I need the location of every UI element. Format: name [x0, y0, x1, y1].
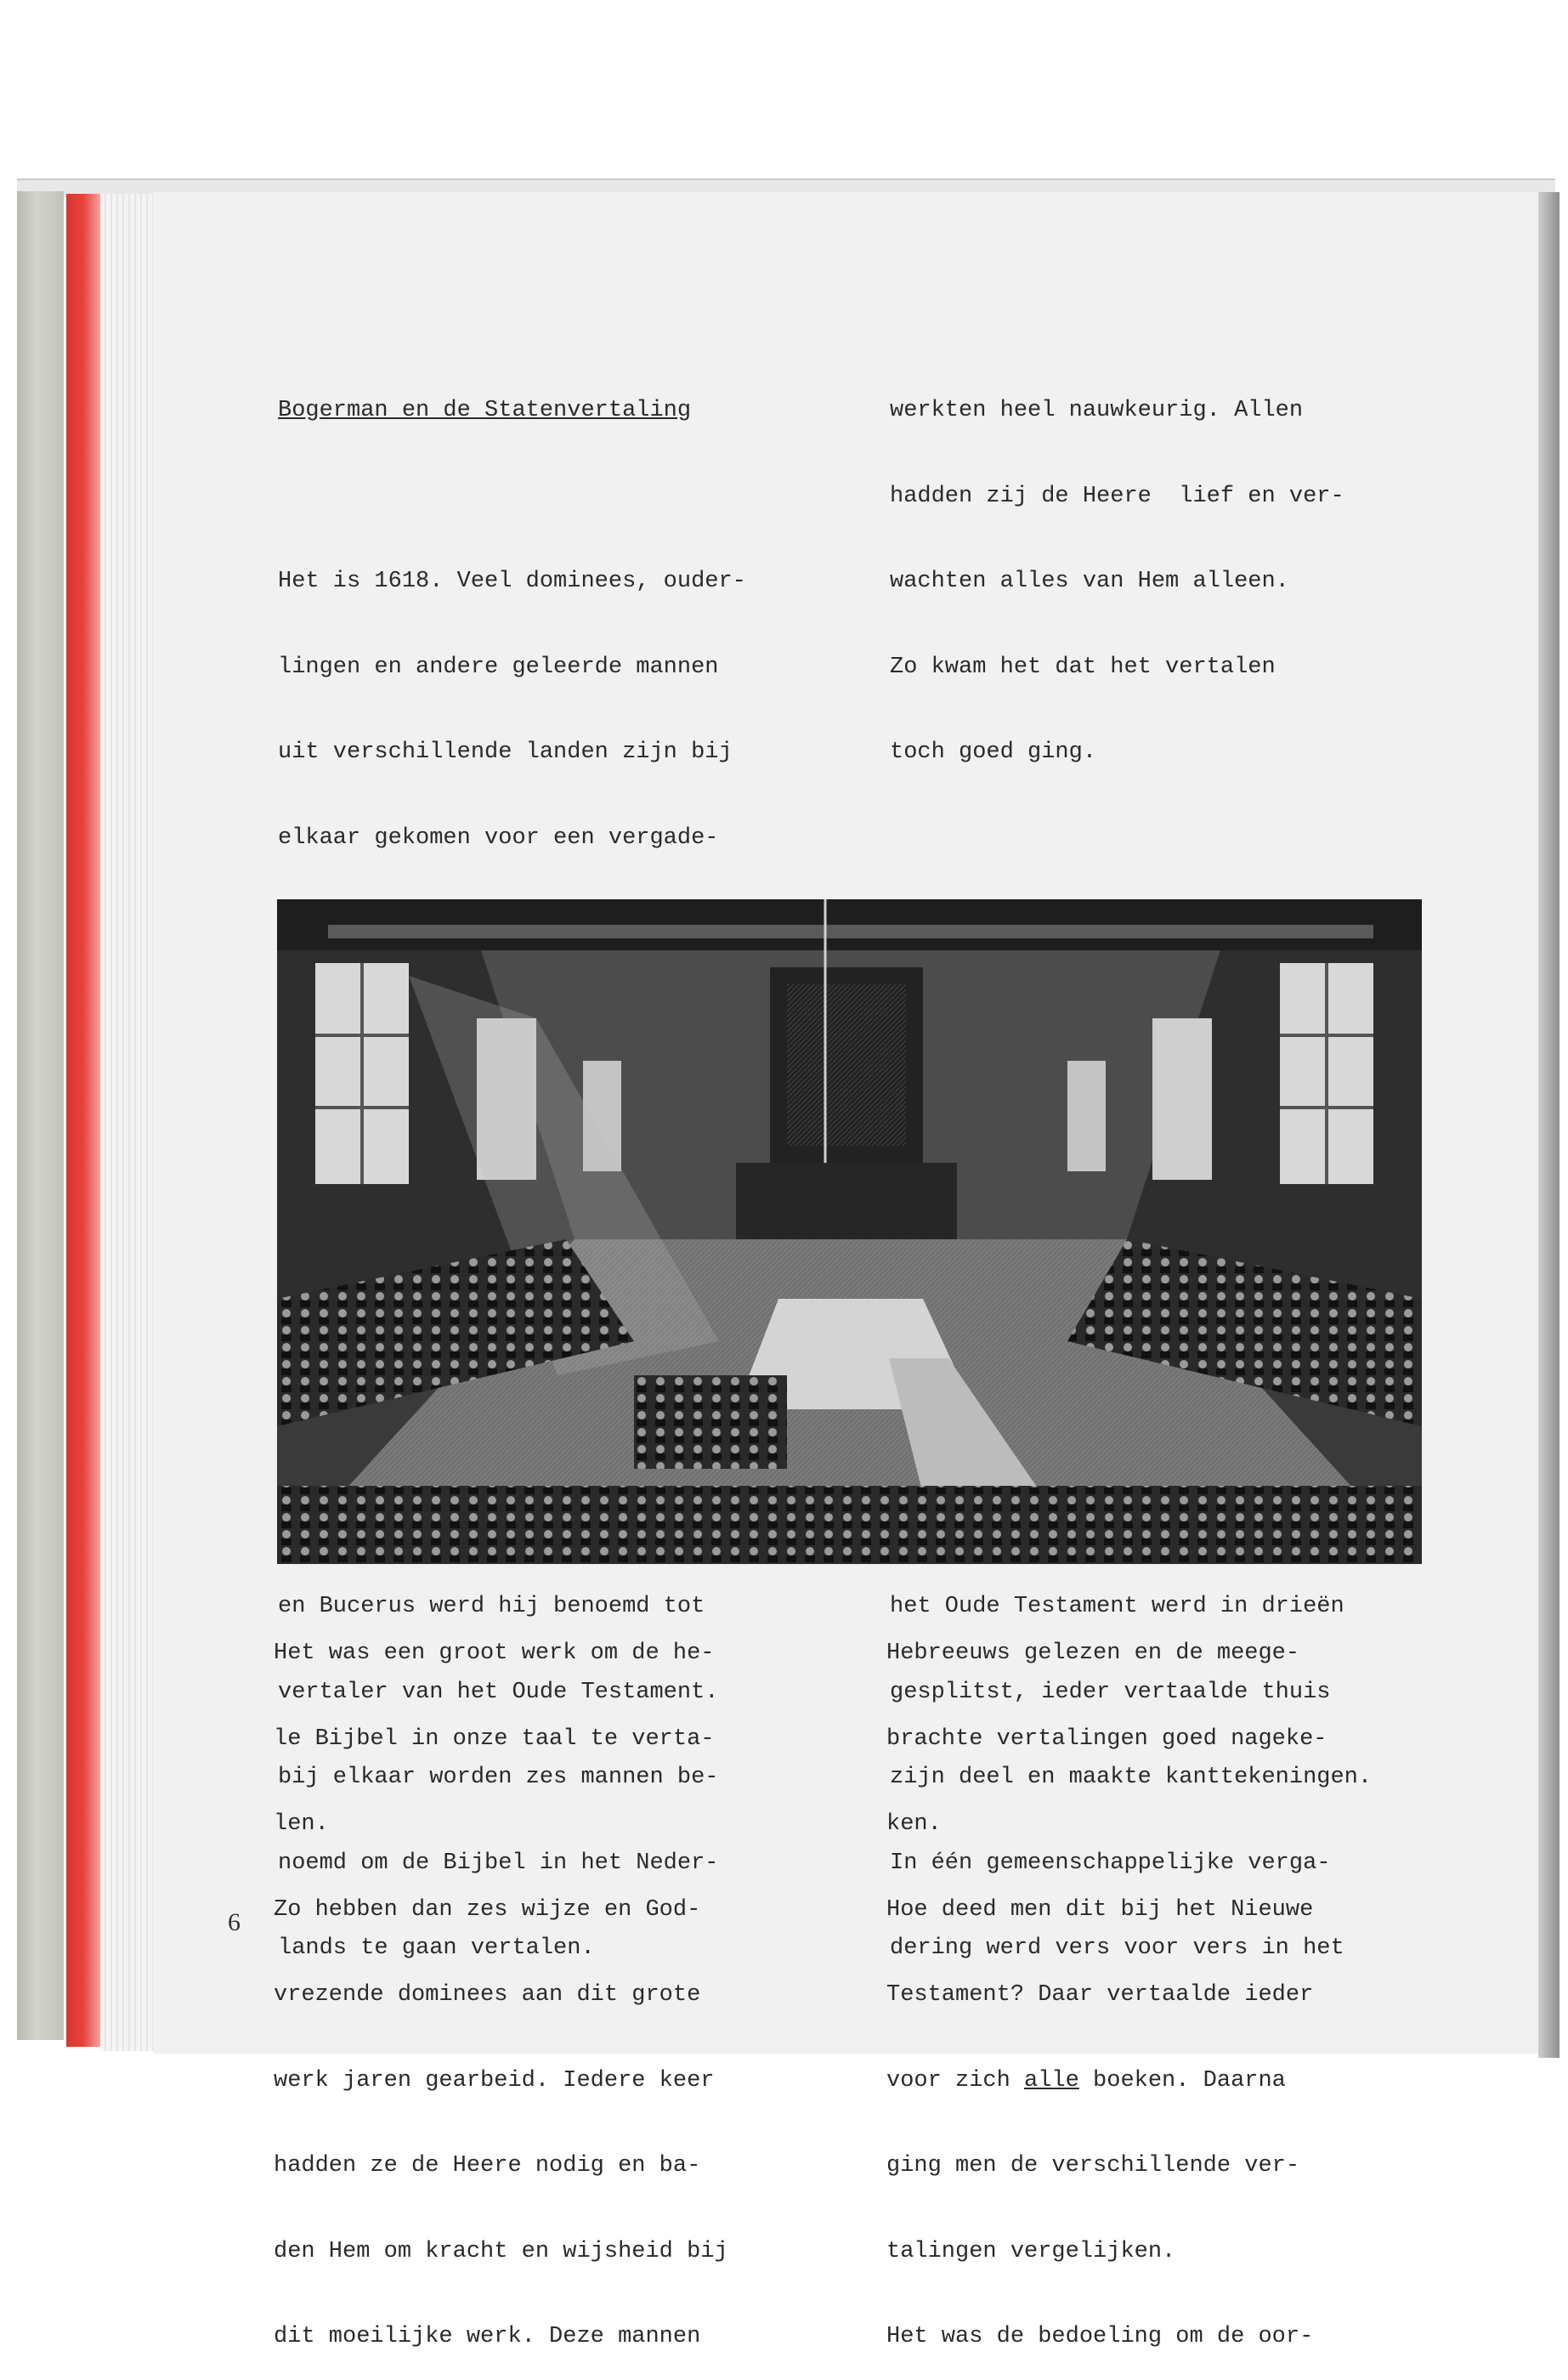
text-line: gesplitst, ieder vertaalde thuis — [890, 1679, 1331, 1705]
text-line — [886, 2067, 1498, 2096]
text-line: hadden zij de Heere lief en ver- — [890, 483, 1344, 509]
text-line: noemd om de Bijbel in het Neder- — [278, 1850, 719, 1876]
text-line: dering werd vers voor vers in het — [890, 1935, 1344, 1961]
text-line: brachte vertalingen goed nageke- — [886, 1726, 1327, 1752]
text-line: talingen vergelijken. — [886, 2238, 1176, 2264]
text-fragment: boeken. Daarna — [1078, 2067, 1286, 2094]
text-line: werk jaren gearbeid. Iedere keer — [274, 2067, 715, 2094]
bottom-left-column — [274, 1583, 869, 2380]
text-line: dit moeilijke werk. Deze mannen — [274, 2324, 701, 2349]
book-red-edge — [66, 194, 100, 2047]
facing-page-edge — [1538, 192, 1560, 2058]
text-line: wachten alles van Hem alleen. — [890, 569, 1289, 594]
text-line: uit verschillende landen zijn bij — [278, 740, 733, 765]
text-line: het Oude Testament werd in drieën — [890, 1594, 1344, 1619]
text-line: Hebreeuws gelezen en de meege- — [886, 1640, 1300, 1666]
text-line: Het is 1618. Veel dominees, ouder- — [278, 569, 746, 594]
synod-engraving — [277, 899, 1422, 1564]
text-fragment: voor zich — [886, 2067, 1025, 2094]
text-line: lingen en andere geleerde mannen — [278, 654, 719, 680]
text-line: werkten heel nauwkeurig. Allen — [890, 398, 1304, 423]
text-line: hadden ze de Heere nodig en ba- — [274, 2153, 701, 2179]
text-line: zijn deel en maakte kanttekeningen. — [890, 1765, 1373, 1790]
text-line: en Bucerus werd hij benoemd tot — [278, 1594, 705, 1619]
text-line: Zo hebben dan zes wijze en God- — [274, 1896, 701, 1923]
text-line: vrezende dominees aan dit grote — [274, 1982, 701, 2008]
text-line: Testament? Daar vertaalde ieder — [886, 1982, 1314, 2008]
text-line: ging men de verschillende ver- — [886, 2153, 1300, 2179]
text-line: elkaar gekomen voor een vergade- — [278, 824, 719, 851]
text-line: Hoe deed men dit bij het Nieuwe — [886, 1896, 1314, 1923]
page-heading: Bogerman en de Statenvertaling — [278, 398, 692, 423]
text-line: den Hem om kracht en wijsheid bij — [274, 2238, 728, 2264]
underlined-word: alle — [1024, 2067, 1079, 2094]
text-line: toch goed ging. — [890, 740, 1097, 765]
book-spine — [17, 191, 64, 2040]
page-stack — [100, 194, 153, 2051]
text-line: lands te gaan vertalen. — [278, 1935, 595, 1961]
text-line: vertaler van het Oude Testament. — [278, 1679, 719, 1705]
text-line: le Bijbel in onze taal te verta- — [274, 1726, 715, 1752]
text-line: In één gemeenschappelijke verga- — [890, 1850, 1331, 1876]
text-line: bij elkaar worden zes mannen be- — [278, 1765, 719, 1790]
text-line: Het was een groot werk om de he- — [274, 1640, 715, 1666]
text-line: Het was de bedoeling om de oor- — [886, 2324, 1314, 2349]
bottom-right-column — [886, 1583, 1498, 2380]
text-line: ken. — [886, 1811, 942, 1837]
page-number: 6 — [228, 1908, 241, 1936]
text-line: Zo kwam het dat het vertalen — [890, 654, 1276, 680]
text-line: len. — [274, 1811, 329, 1837]
